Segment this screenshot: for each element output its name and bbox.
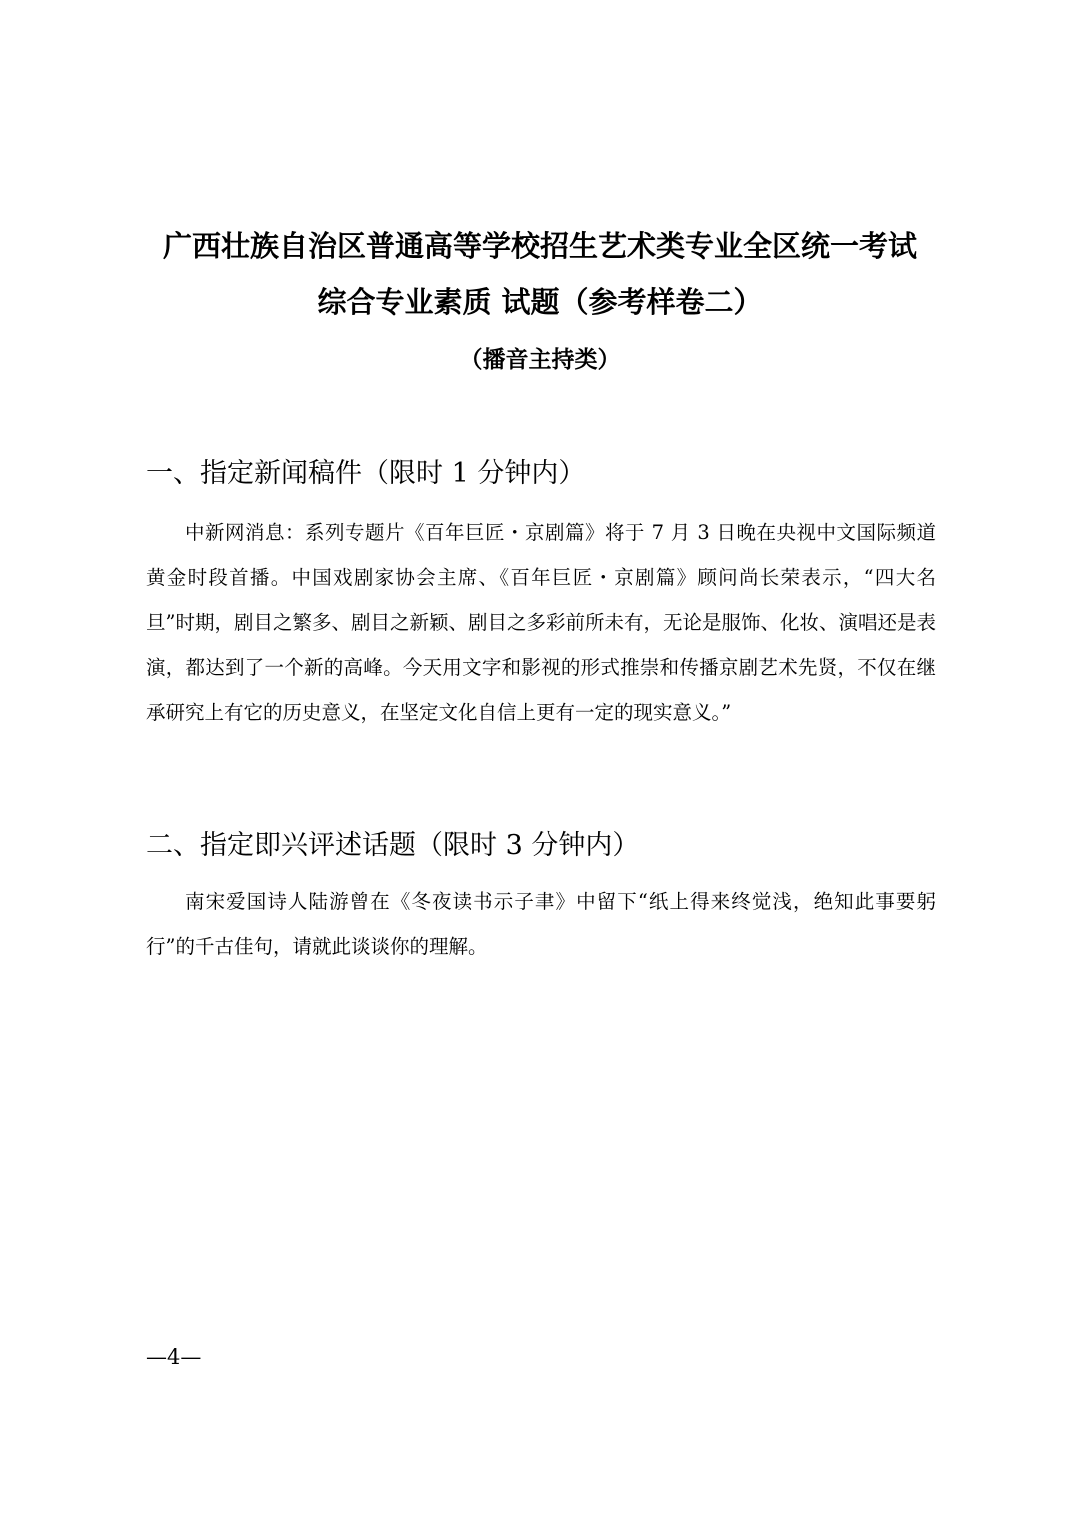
section-1-body: 中新网消息：系列专题片《百年巨匠・京剧篇》将于 7 月 3 日晚在央视中文国际频道黄金时段首播。中国戏剧家协会主席、《百年巨匠・京剧篇》顾问尚长荣表示，“四大名旦”时期，剧目之繁多、剧目之新颖、剧目之多彩前所未有，无论是服饰、化妆、演唱还是表演，都达到了一个新的高峰。今天用文字和影视的形式推崇和传播京剧艺术先贤，不仅在继承研究上有它的历史意义，在坚定文化自信上更有一定的现实意义。”	[146, 521, 936, 724]
section-1-heading: 一、指定新闻稿件（限时 1 分钟内）	[146, 458, 586, 489]
section-2-body: 南宋爱国诗人陆游曾在《冬夜读书示子聿》中留下“纸上得来终觉浅，绝知此事要躬行”的千古佳句，请就此谈谈你的理解。	[146, 890, 936, 958]
page-number: —4—	[146, 1345, 202, 1369]
section-2-heading: 二、指定即兴评述话题（限时 3 分钟内）	[146, 830, 640, 861]
document-subtitle: （播音主持类）	[459, 346, 621, 373]
document-title-line-1: 广西壮族自治区普通高等学校招生艺术类专业全区统一考试	[162, 229, 917, 263]
document-title-line-2: 综合专业素质 试题（参考样卷二）	[317, 285, 763, 319]
